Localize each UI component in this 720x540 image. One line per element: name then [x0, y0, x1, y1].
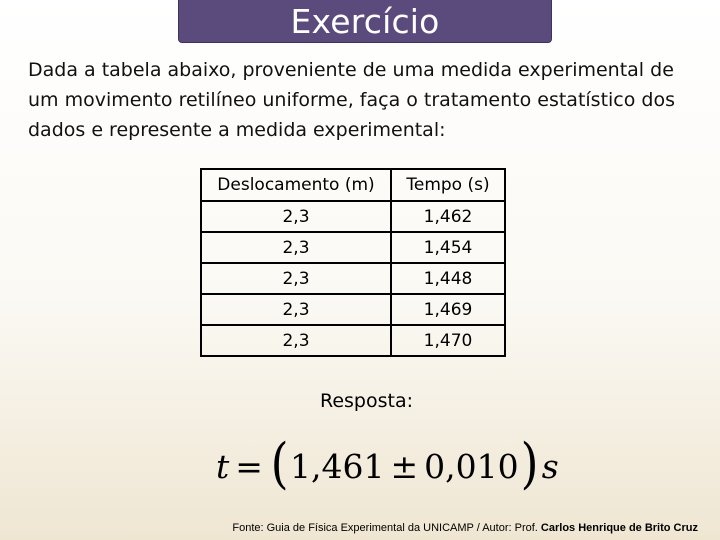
- time-cell: 1,462: [391, 201, 505, 232]
- displacement-cell: 2,3: [201, 263, 391, 294]
- source-prefix: Fonte: Guia de Física Experimental da UNICAMP / Autor: Prof.: [232, 522, 538, 534]
- displacement-cell: 2,3: [201, 294, 391, 325]
- displacement-cell: 2,3: [201, 325, 391, 356]
- table-row: [201, 294, 505, 325]
- source-footer: [232, 522, 698, 534]
- formula-variable: t: [216, 446, 230, 486]
- formula-open-paren: (: [270, 432, 289, 495]
- time-cell: 1,469: [391, 294, 505, 325]
- table-row: [201, 201, 505, 232]
- time-cell: 1,470: [391, 325, 505, 356]
- answer-label: Resposta:: [320, 390, 414, 412]
- table-row: [201, 263, 505, 294]
- time-cell: 1,448: [391, 263, 505, 294]
- exercise-statement: Dada a tabela abaixo, proveniente de uma medida experimental de um movimento retilíneo uniforme, faça o tratamento estatístico dos dados e represente a medida experimental:: [28, 59, 676, 141]
- title-banner: [178, 0, 552, 43]
- displacement-cell: 2,3: [201, 232, 391, 263]
- table-header-row: [201, 169, 505, 201]
- table-row: [201, 232, 505, 263]
- formula-close-paren: ): [520, 432, 539, 495]
- formula-equals: =: [235, 446, 263, 486]
- column-header-time: Tempo (s): [391, 169, 505, 201]
- formula-uncertainty: 0,010: [424, 446, 519, 486]
- formula-unit: s: [541, 446, 559, 486]
- formula-value: 1,461: [290, 446, 385, 486]
- page-title: Exercício: [290, 1, 440, 41]
- column-header-displacement: Deslocamento (m): [201, 169, 391, 201]
- time-cell: 1,454: [391, 232, 505, 263]
- source-author: Carlos Henrique de Brito Cruz: [540, 522, 698, 534]
- data-table: [200, 168, 506, 357]
- table-row: [201, 325, 505, 356]
- displacement-cell: 2,3: [201, 201, 391, 232]
- answer-formula: [216, 432, 559, 496]
- formula-plusminus: ±: [390, 446, 419, 486]
